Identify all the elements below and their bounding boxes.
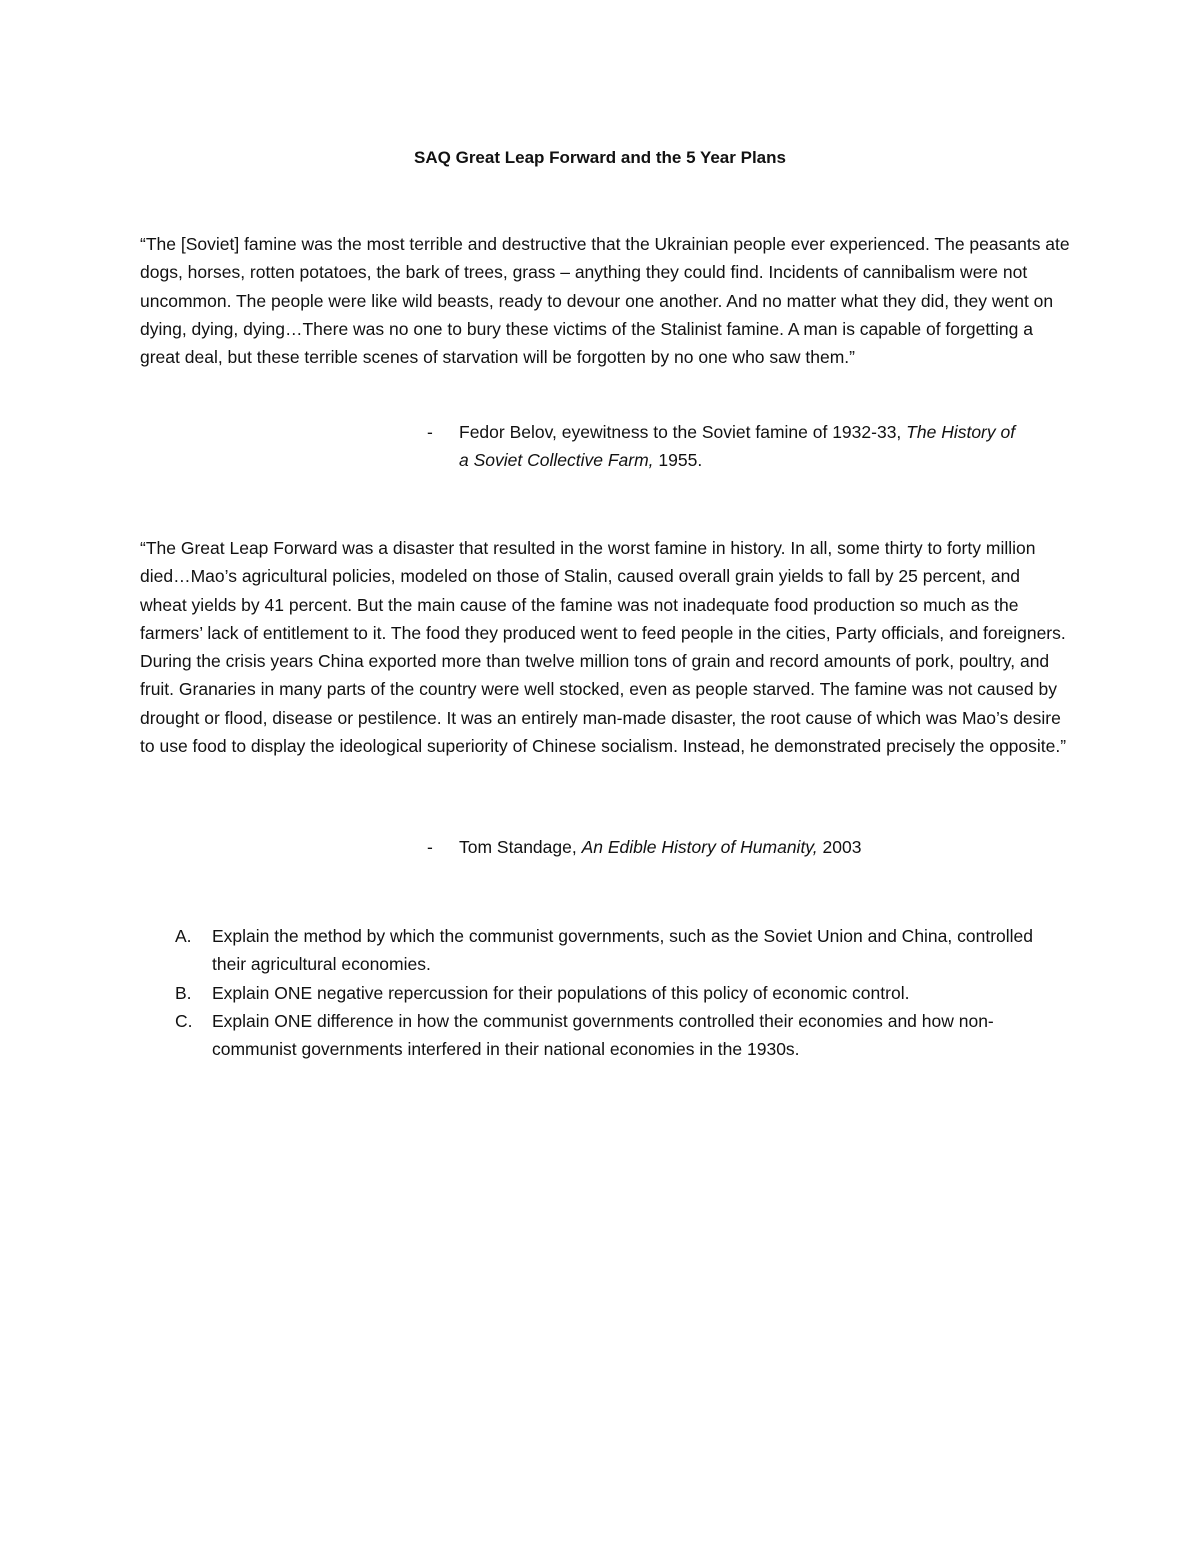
- quote-belov: “The [Soviet] famine was the most terrible and destructive that the Ukrainian people ever experienced. The peasants ate dogs, horses, rotten potatoes, the bark of trees, grass – anything they could find. Incidents of cannibalism were not uncommon. The people were like wild beasts, ready to devour one another. And no matter what they did, they went on dying, dying, dying…There was no one to bury these victims of the Stalinist famine. A man is capable of forgetting a great deal, but these terrible scenes of starvation will be forgotten by no one who saw them.”: [140, 234, 1070, 368]
- question-letter: B.: [175, 982, 192, 1003]
- attribution-work-title: The History of a Soviet Collective Farm,: [459, 422, 1016, 471]
- document-title: SAQ Great Leap Forward and the 5 Year Plans: [414, 148, 786, 167]
- attribution-dash: -: [427, 837, 433, 857]
- question-item: [140, 1007, 1070, 1064]
- attribution-standage: [427, 833, 1027, 861]
- question-letter: A.: [175, 926, 192, 946]
- attribution-year: 1955.: [658, 450, 703, 471]
- quote-standage: “The Great Leap Forward was a disaster that resulted in the worst famine in history. In all, some thirty to forty million died…Mao’s agricultural policies, modeled on those of Stalin, caused overall grain yields to fall by 25 percent, and wheat yields by 41 percent. But the main cause of the famine was not inadequate food production so much as the farmers’ lack of entitlement to it. The food they produced went to feed people in the cities, Party officials, and foreigners. During the crisis years China exported more than twelve million tons of grain and record amounts of pork, poultry, and fruit. Granaries in many parts of the country were well stocked, even as people starved. The famine was not caused by drought or flood, disease or pestilence. It was an entirely man-made disaster, the root cause of which was Mao’s desire to use food to display the ideological superiority of Chinese socialism. Instead, he demonstrated precisely the opposite.”: [140, 538, 1067, 757]
- attribution-dash: -: [427, 422, 433, 442]
- question-text: Explain the method by which the communist governments, such as the Soviet Union and China, controlled their agricultural economies.: [212, 926, 1034, 975]
- attribution-author: Tom Standage,: [459, 837, 577, 857]
- question-text: Explain ONE negative repercussion for their populations of this policy of economic control.: [212, 982, 910, 1003]
- question-list: [140, 922, 1070, 1063]
- attribution-work-title: An Edible History of Humanity,: [581, 837, 818, 857]
- question-text: Explain ONE difference in how the communist governments controlled their economies and how non-communist governments interfered in their national economies in the 1930s.: [212, 1010, 994, 1060]
- attribution-text: [459, 833, 1027, 861]
- attribution-text: [459, 418, 1027, 475]
- question-letter: C.: [175, 1010, 193, 1031]
- attribution-belov: [427, 418, 1027, 475]
- attribution-year: 2003: [822, 837, 862, 857]
- question-item: [140, 979, 1070, 1007]
- question-item: [140, 922, 1070, 979]
- attribution-author: Fedor Belov, eyewitness to the Soviet famine of 1932-33,: [459, 422, 902, 442]
